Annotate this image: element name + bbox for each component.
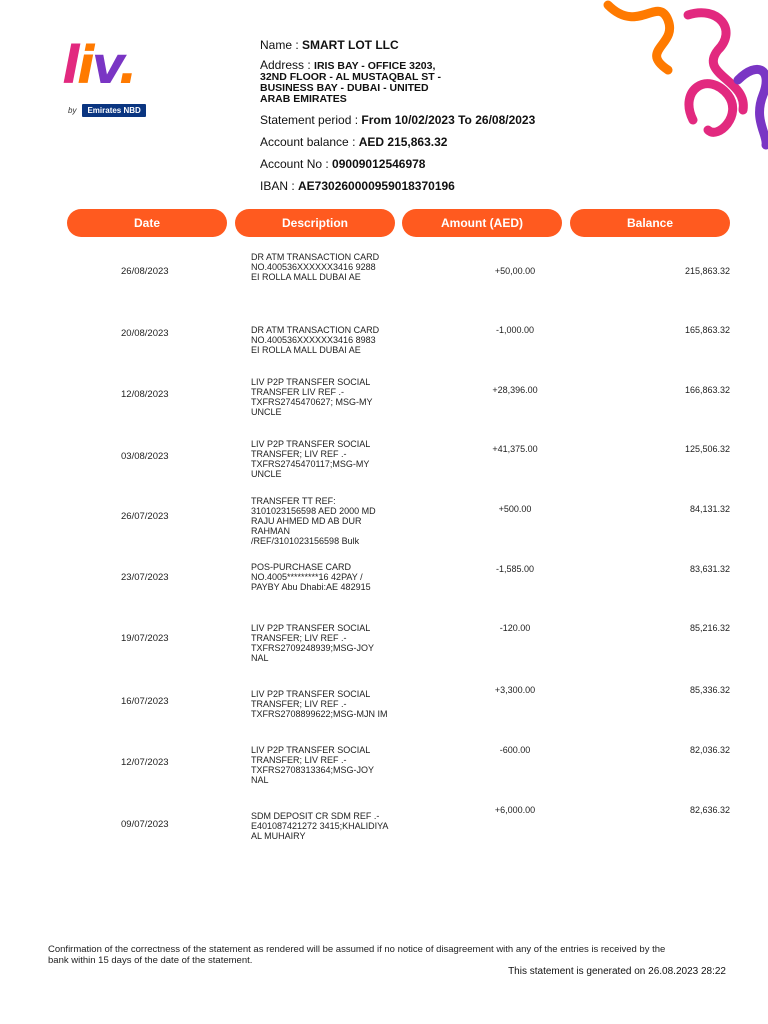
row-description: DR ATM TRANSACTION CARD NO.400536XXXXXX3416 9288 EI ROLLA MALL DUBAI AE — [251, 252, 380, 282]
row-balance: 82,036.32 — [689, 745, 730, 755]
row-balance: 165,863.32 — [684, 325, 730, 335]
disclaimer-line-1: Confirmation of the correctness of the statement as rendered will be assumed if no notice of disagreement with any of the entries is received by the — [48, 944, 666, 955]
column-header-date: Date — [67, 209, 227, 237]
row-date: 12/08/2023 — [121, 389, 169, 400]
row-balance: 215,863.32 — [684, 266, 730, 276]
column-header-balance: Balance — [570, 209, 730, 237]
row-date: 23/07/2023 — [121, 572, 169, 583]
row-amount: +6,000.00 — [494, 805, 536, 815]
account-balance: Account balance : AED 215,863.32 — [260, 135, 448, 149]
row-balance: 85,216.32 — [689, 623, 730, 633]
row-date: 09/07/2023 — [121, 819, 169, 830]
row-balance: 166,863.32 — [684, 385, 730, 395]
row-description: LIV P2P TRANSFER SOCIAL TRANSFER LIV REF .- TXFRS2745470627; MSG-MY UNCLE — [251, 377, 373, 417]
row-amount: +50,00.00 — [494, 266, 536, 276]
row-description: LIV P2P TRANSFER SOCIAL TRANSFER; LIV REF .- TXFRS2708899622;MSG-MJN IM — [251, 689, 388, 719]
row-date: 03/08/2023 — [121, 451, 169, 462]
row-amount: +3,300.00 — [494, 685, 536, 695]
by-emirates-nbd — [68, 104, 146, 117]
row-amount: +28,396.00 — [492, 385, 538, 395]
row-description: LIV P2P TRANSFER SOCIAL TRANSFER; LIV REF .- TXFRS2745470117;MSG-MY UNCLE — [251, 439, 371, 479]
account-header — [260, 38, 600, 201]
column-header-amount: Amount (AED) — [402, 209, 562, 237]
account-name: Name : SMART LOT LLC — [260, 38, 399, 52]
row-amount: -600.00 — [499, 745, 531, 755]
by-text: by — [68, 106, 77, 115]
row-description: DR ATM TRANSACTION CARD NO.400536XXXXXX3416 8983 EI ROLLA MALL DUBAI AE — [251, 325, 380, 355]
row-description: LIV P2P TRANSFER SOCIAL TRANSFER; LIV REF .- TXFRS2708313364;MSG-JOY NAL — [251, 745, 375, 785]
row-date: 26/07/2023 — [121, 511, 169, 522]
liv-logo — [62, 36, 172, 125]
row-balance: 84,131.32 — [689, 504, 730, 514]
iban: IBAN : AE730260000959018370196 — [260, 179, 455, 193]
table-header — [67, 209, 730, 237]
row-amount: -1,000.00 — [495, 325, 535, 335]
column-header-description: Description — [235, 209, 395, 237]
account-address: Address : IRIS BAY - OFFICE 3203, 32ND FLOOR - AL MUSTAQBAL ST - BUSINESS BAY - DUBAI - UNITED ARAB EMIRATES — [260, 58, 442, 105]
decorative-swirl-graphic — [598, 0, 768, 150]
row-amount: -120.00 — [499, 623, 531, 633]
row-balance: 125,506.32 — [684, 444, 730, 454]
account-number: Account No : 09009012546978 — [260, 157, 426, 171]
row-amount: +500.00 — [498, 504, 532, 514]
row-description: POS-PURCHASE CARD NO.4005*********16 42PAY / PAYBY Abu Dhabi:AE 482915 — [251, 562, 371, 592]
row-amount: -1,585.00 — [495, 564, 535, 574]
row-balance: 82,636.32 — [689, 805, 730, 815]
row-date: 12/07/2023 — [121, 757, 169, 768]
row-amount: +41,375.00 — [492, 444, 538, 454]
row-balance: 83,631.32 — [689, 564, 730, 574]
disclaimer-line-2: bank within 15 days of the date of the statement. — [48, 955, 253, 966]
row-date: 16/07/2023 — [121, 696, 169, 707]
liv-wordmark: liv. — [62, 36, 136, 96]
row-description: SDM DEPOSIT CR SDM REF .- E401087421272 3415;KHALIDIYA AL MUHAIRY — [251, 811, 389, 841]
row-description: TRANSFER TT REF: 3101023156598 AED 2000 MD RAJU AHMED MD AB DUR RAHMAN /REF/3101023156598 Bulk — [251, 496, 376, 546]
row-date: 20/08/2023 — [121, 328, 169, 339]
row-date: 19/07/2023 — [121, 633, 169, 644]
emirates-nbd-badge: Emirates NBD — [82, 104, 145, 117]
row-description: LIV P2P TRANSFER SOCIAL TRANSFER; LIV REF .- TXFRS2709248939;MSG-JOY NAL — [251, 623, 375, 663]
footer-disclaimer — [48, 944, 728, 966]
row-balance: 85,336.32 — [689, 685, 730, 695]
generated-timestamp: This statement is generated on 26.08.2023 28:22 — [508, 966, 726, 977]
row-date: 26/08/2023 — [121, 266, 169, 277]
statement-period: Statement period : From 10/02/2023 To 26/08/2023 — [260, 113, 536, 127]
